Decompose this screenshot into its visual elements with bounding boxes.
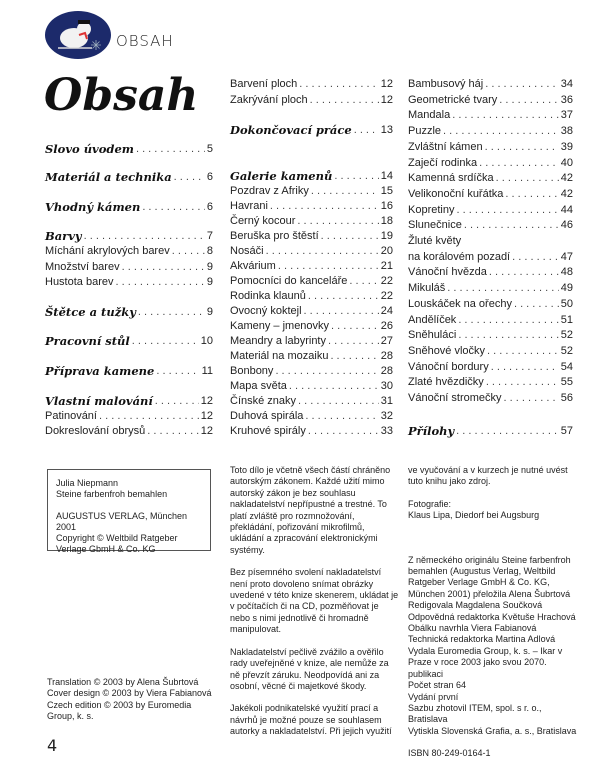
toc-entry <box>408 154 573 170</box>
toc-entry-page: 52 <box>560 344 573 357</box>
toc-entry-page: 12 <box>380 94 393 106</box>
toc-entry <box>230 422 393 438</box>
toc-entry-label: Příprava kamene <box>45 364 155 378</box>
toc-entry-page: 9 <box>206 261 213 273</box>
toc-entry <box>408 311 573 327</box>
toc-entry-page: 8 <box>206 245 213 257</box>
toc-entry-page: 46 <box>560 219 573 232</box>
toc-entry <box>230 392 393 408</box>
toc-entry <box>230 272 393 288</box>
toc-entry-page: 39 <box>560 140 573 153</box>
toc-entry-label: Hustota barev <box>45 276 114 288</box>
toc-entry-label: Slunečnice <box>408 219 462 232</box>
dot-leader <box>491 360 559 374</box>
toc-entry-label: Množství barev <box>45 261 120 273</box>
toc-entry-label: Vánoční hvězda <box>408 266 487 279</box>
toc-entry-page: 48 <box>560 266 573 279</box>
toc-entry-page: 40 <box>560 156 573 169</box>
toc-entry-page: 37 <box>560 109 573 122</box>
toc-entry <box>408 326 573 342</box>
dot-leader <box>156 364 199 378</box>
isbn: ISBN 80-249-0164-1 <box>408 748 491 759</box>
toc-entry-label: Pracovní stůl <box>45 334 130 348</box>
toc-entry-label: Bonbony <box>230 365 274 377</box>
toc-entry-label: Dokreslování obrysů <box>45 425 146 437</box>
dot-leader <box>138 305 205 319</box>
toc-entry-label: Akvárium <box>230 260 276 272</box>
toc-entry-page: 57 <box>560 425 573 437</box>
toc-entry-label: Zvláštní kámen <box>408 140 483 153</box>
dot-leader <box>349 274 378 288</box>
dot-leader <box>458 328 558 342</box>
toc-entry <box>230 257 393 273</box>
dot-leader <box>334 169 378 183</box>
toc-entry-label: Andělíček <box>408 313 457 326</box>
dot-leader <box>305 409 378 423</box>
toc-entry <box>408 216 573 232</box>
toc-entry <box>230 347 393 363</box>
toc-entry-page: 22 <box>380 275 393 287</box>
toc-entry-label: Bambusový háj <box>408 78 484 90</box>
toc-entry-page: 44 <box>560 203 573 216</box>
dot-leader <box>499 93 559 107</box>
toc-entry-page: 6 <box>206 171 213 183</box>
dot-leader <box>504 391 559 405</box>
toc-entry-label: Vánoční stromečky <box>408 392 502 404</box>
toc-entry-label: Rodinka klaunů <box>230 290 306 302</box>
toc-entry-page: 28 <box>380 365 393 377</box>
toc-entry-label: Patinování <box>45 410 97 422</box>
dot-leader <box>479 156 559 170</box>
toc-entry-label: Sněhuláci <box>408 329 457 342</box>
toc-entry-label: Materiál a technika <box>45 170 172 184</box>
toc-entry <box>408 138 573 154</box>
dot-leader <box>328 334 379 348</box>
publisher: AUGUSTUS VERLAG, München 2001 <box>56 511 188 532</box>
painted-stone-logo <box>44 10 112 60</box>
toc-entry-page: 18 <box>380 215 393 227</box>
toc-entry <box>45 392 213 408</box>
toc-entry-page: 42 <box>560 172 573 185</box>
dot-leader <box>304 304 379 318</box>
toc-entry-label: Vhodný kámen <box>45 200 141 214</box>
legal-notice <box>230 465 400 749</box>
dot-leader <box>174 170 205 184</box>
toc-entry <box>45 198 213 214</box>
toc-entry-page: 54 <box>560 360 573 373</box>
toc-entry-page: 49 <box>560 282 573 295</box>
dot-leader <box>308 424 379 438</box>
toc-entry-label: Vánoční bordury <box>408 360 489 373</box>
toc-entry <box>230 317 393 333</box>
legal-paragraph: Toto dílo je včetně všech částí chráněno autorským zákonem. Každé užití mimo autorský zákon je bez souhlasu nakladatelství nepřípustné a trestné. To platí zvláště pro rozmnožování, překládání, pořizování mikrofilmů, ukládání a zpracování elektronickými systémy. <box>230 465 391 555</box>
toc-entry-page: 15 <box>380 185 393 197</box>
toc-entry-label: Zaječí rodinka <box>408 156 478 169</box>
toc-entry-label: Nosáči <box>230 245 264 257</box>
colophon-line: Vytiskla Slovenská Grafia, a. s., Bratislava <box>408 725 577 736</box>
toc-entry <box>230 287 393 303</box>
toc-entry-label: Louskáček na ořechy <box>408 297 512 310</box>
toc-entry-label: Barvení ploch <box>230 78 298 90</box>
toc-entry <box>408 358 573 374</box>
dot-leader <box>443 124 559 138</box>
toc-entry-page: 12 <box>200 410 213 422</box>
toc-entry <box>45 242 213 258</box>
toc-entry-label: Mandala <box>408 109 451 122</box>
toc-entry <box>45 258 213 274</box>
dot-leader <box>452 108 559 122</box>
toc-entry-page: 19 <box>380 230 393 242</box>
toc-entry <box>408 422 573 438</box>
imprint-box <box>47 469 211 554</box>
toc-entry-label: Kopretiny <box>408 203 455 216</box>
toc-entry <box>230 332 393 348</box>
toc-entry <box>45 422 213 438</box>
toc-entry-page: 11 <box>201 365 213 377</box>
toc-entry <box>45 332 213 348</box>
toc-entry-page: 47 <box>560 250 573 263</box>
toc-entry <box>408 169 573 185</box>
dot-leader <box>132 334 199 348</box>
toc-entry <box>230 377 393 393</box>
toc-entry-label: Zakrývání ploch <box>230 94 308 106</box>
colophon <box>408 465 580 760</box>
toc-entry <box>230 91 393 107</box>
toc-entry <box>408 232 573 248</box>
dot-leader <box>447 281 558 295</box>
legal-continuation: ve vyučování a v kurzech je nutné uvést tuto knihu jako zdroj. <box>408 465 568 487</box>
dot-leader <box>331 319 379 333</box>
dot-leader <box>297 214 378 228</box>
toc-entry-page: 33 <box>380 425 393 437</box>
toc-entry <box>45 303 213 319</box>
dot-leader <box>99 409 199 423</box>
original-title: Steine farbenfroh bemahlen <box>56 489 168 499</box>
toc-entry-label: na korálovém pozadí <box>408 250 511 263</box>
toc-entry-page: 7 <box>206 230 213 242</box>
page-title: Obsah <box>44 70 199 121</box>
toc-entry-label: Duhová spirála <box>230 410 304 422</box>
dot-leader <box>310 93 379 107</box>
translation-credit: Translation © 2003 by Alena Šubrtová <box>47 677 199 687</box>
toc-entry-page: 16 <box>380 200 393 212</box>
colophon-line: Počet stran 64 <box>408 680 467 691</box>
toc-entry-page: 20 <box>380 245 393 257</box>
toc-entry <box>230 167 393 183</box>
dot-leader <box>172 244 205 258</box>
colophon-line: Obálku navrhla Viera Fabianová <box>408 623 537 634</box>
toc-entry <box>230 362 393 378</box>
toc-entry <box>408 248 573 264</box>
toc-entry-page: 26 <box>380 320 393 332</box>
toc-entry-label: Kruhové spirály <box>230 425 306 437</box>
toc-entry <box>408 106 573 122</box>
toc-entry-page: 50 <box>560 297 573 310</box>
toc-entry-label: Barvy <box>45 229 82 243</box>
dot-leader <box>275 364 378 378</box>
legal-paragraph: Nakladatelství pečlivě zvážilo a ověřilo rady uveřejněné v knize, ale nemůže za ně převzít záruku. Neodpovídá ani za osobní, věcné či majetkové škody. <box>230 646 389 691</box>
toc-entry-page: 56 <box>560 392 573 404</box>
dot-leader <box>496 171 559 185</box>
toc-entry-label: Beruška pro štěstí <box>230 230 319 242</box>
dot-leader <box>122 260 205 274</box>
photo-label: Fotografie: <box>408 498 452 509</box>
dot-leader <box>489 265 559 279</box>
toc-entry <box>408 122 573 138</box>
toc-entry <box>230 75 393 91</box>
toc-entry-page: 52 <box>560 329 573 342</box>
dot-leader <box>456 424 559 438</box>
toc-entry <box>45 362 213 378</box>
toc-entry-page: 30 <box>380 380 393 392</box>
toc-entry <box>408 373 573 389</box>
dot-leader <box>308 289 379 303</box>
toc-entry-page: 31 <box>380 395 393 407</box>
dot-leader <box>115 275 204 289</box>
credits <box>47 677 217 723</box>
toc-entry <box>408 263 573 279</box>
dot-leader <box>155 394 199 408</box>
toc-entry-page: 6 <box>206 201 213 213</box>
colophon-line: Sazbu zhotovil ITEM, spol. s r. o., Bratislava <box>408 702 542 725</box>
toc-entry-page: 12 <box>380 78 393 90</box>
toc-entry-page: 38 <box>560 125 573 138</box>
toc-entry-label: Velikonoční kuřátka <box>408 187 504 200</box>
toc-entry-page: 42 <box>560 187 573 200</box>
toc-entry-label: Černý kocour <box>230 215 296 227</box>
toc-entry-page: 5 <box>206 143 213 155</box>
toc-entry-label: Míchání akrylových barev <box>45 245 170 257</box>
dot-leader <box>458 313 558 327</box>
dot-leader <box>298 394 379 408</box>
toc-entry-label: Čínské znaky <box>230 395 297 407</box>
dot-leader <box>142 200 205 214</box>
dot-leader <box>270 199 379 213</box>
dot-leader <box>486 375 559 389</box>
toc-entry-page: 24 <box>380 305 393 317</box>
dot-leader <box>464 218 559 232</box>
dot-leader <box>456 203 558 217</box>
toc-entry <box>408 201 573 217</box>
toc-entry-page: 10 <box>200 335 213 347</box>
dot-leader <box>512 250 559 264</box>
page-number: 4 <box>47 736 58 755</box>
toc-entry-label: Pozdrav z Afriky <box>230 185 309 197</box>
dot-leader <box>354 123 379 137</box>
toc-entry <box>408 75 573 91</box>
toc-entry-page: 55 <box>560 376 573 389</box>
legal-paragraph: Jakékoli podnikatelské využití prací a návrhů je možné pouze se souhlasem autorky a nakladatelství. Při jejich využití <box>230 703 392 737</box>
toc-entry-page: 27 <box>380 335 393 347</box>
toc-entry-label: Havrani <box>230 200 268 212</box>
dot-leader <box>514 297 559 311</box>
toc-entry-label: Geometrické tvary <box>408 93 498 106</box>
toc-entry-label: Přílohy <box>408 424 455 438</box>
toc-entry <box>45 140 213 156</box>
section-label: OBSAH <box>116 32 174 50</box>
dot-leader <box>136 142 205 156</box>
dot-leader <box>84 229 205 243</box>
toc-entry <box>408 295 573 311</box>
photo-credit: Klaus Lipa, Diedorf bei Augsburg <box>408 510 540 521</box>
toc-entry-label: Žluté květy <box>408 235 462 247</box>
toc-entry <box>45 227 213 243</box>
colophon-line: Technická redaktorka Martina Adlová <box>408 634 556 645</box>
toc-entry-label: Kameny – jmenovky <box>230 320 330 332</box>
toc-entry-page: 34 <box>560 78 573 90</box>
dot-leader <box>485 140 559 154</box>
toc-entry-label: Meandry a labyrinty <box>230 335 326 347</box>
colophon-line: Vydala Euromedia Group, k. s. – Ikar v Praze v roce 2003 jako svou 2070. publikaci <box>408 645 563 679</box>
toc-entry <box>230 212 393 228</box>
copyright-line-1: Copyright © Weltbild Ratgeber <box>56 533 178 543</box>
toc-entry-label: Mapa světa <box>230 380 287 392</box>
toc-entry-label: Dokončovací práce <box>230 123 352 137</box>
toc-entry-page: 36 <box>560 93 573 106</box>
toc-entry-page: 13 <box>380 124 393 136</box>
toc-entry <box>408 185 573 201</box>
dot-leader <box>487 344 559 358</box>
toc-entry-page: 32 <box>380 410 393 422</box>
toc-entry <box>408 91 573 107</box>
toc-entry-label: Puzzle <box>408 125 442 138</box>
author: Julia Niepmann <box>56 478 119 488</box>
copyright-line-2: Verlage GbmH & Co. KG <box>56 544 156 554</box>
toc-entry-page: 12 <box>200 395 213 407</box>
toc-entry-page: 14 <box>380 170 393 182</box>
toc-entry-page: 9 <box>206 276 213 288</box>
toc-entry-label: Štětce a tužky <box>45 305 136 319</box>
toc-entry-label: Materiál na mozaiku <box>230 350 329 362</box>
toc-entry <box>230 227 393 243</box>
edition-credit: Czech edition © 2003 by Euromedia Group, k. s. <box>47 699 192 722</box>
cover-credit: Cover design © 2003 by Viera Fabianová <box>47 688 212 699</box>
toc-entry-page: 12 <box>200 425 213 437</box>
dot-leader <box>485 77 559 91</box>
toc-entry <box>45 273 213 289</box>
dot-leader <box>147 424 198 438</box>
toc-entry-page: 51 <box>560 313 573 326</box>
dot-leader <box>321 229 379 243</box>
dot-leader <box>330 349 378 363</box>
dot-leader <box>311 184 379 198</box>
toc-entry-label: Sněhové vločky <box>408 344 486 357</box>
toc-entry-label: Ovocný koktejl <box>230 305 302 317</box>
legal-paragraph: Bez písemného svolení nakladatelství není proto dovoleno snímat obrázky uvedené v této knize skenerem, ukládat je v počítačích či na CD, pozměňovat je nebo s nimi jednotlivě či hromadně manipulovat. <box>230 567 399 635</box>
toc-entry-label: Galerie kamenů <box>230 169 333 183</box>
dot-leader <box>278 259 379 273</box>
toc-entry-label: Slovo úvodem <box>45 142 134 156</box>
toc-entry-label: Vlastní malování <box>45 394 153 408</box>
dot-leader <box>266 244 379 258</box>
toc-entry <box>408 342 573 358</box>
toc-entry <box>230 197 393 213</box>
colophon-line: Vydání první <box>408 691 459 702</box>
colophon-line: Z německého originálu Steine farbenfroh bemahlen (Augustus Verlag, Weltbild Ratgeber Verlage GmbH & Co. KG, München 2001) přeložila Alena Šubrtová <box>408 554 571 599</box>
colophon-line: Redigovala Magdalena Součková <box>408 600 543 611</box>
dot-leader <box>289 379 379 393</box>
toc-entry <box>230 182 393 198</box>
dot-leader <box>505 187 558 201</box>
toc-entry <box>45 407 213 423</box>
toc-entry-label: Kamenná srdíčka <box>408 172 494 185</box>
dot-leader <box>299 77 378 91</box>
toc-entry <box>230 121 393 137</box>
toc-entry-label: Zlaté hvězdičky <box>408 376 484 389</box>
toc-entry-label: Mikuláš <box>408 282 446 295</box>
toc-entry-page: 21 <box>380 260 393 272</box>
toc-entry <box>408 389 573 405</box>
toc-entry-page: 9 <box>206 306 213 318</box>
toc-entry-page: 22 <box>380 290 393 302</box>
toc-entry <box>408 279 573 295</box>
colophon-line: Odpovědná redaktorka Květuše Hrachová <box>408 611 576 622</box>
toc-entry-page: 28 <box>380 350 393 362</box>
toc-entry <box>230 407 393 423</box>
toc-entry <box>230 242 393 258</box>
toc-entry-label: Pomocníci do kanceláře <box>230 275 348 287</box>
toc-entry <box>230 302 393 318</box>
toc-entry <box>45 168 213 184</box>
